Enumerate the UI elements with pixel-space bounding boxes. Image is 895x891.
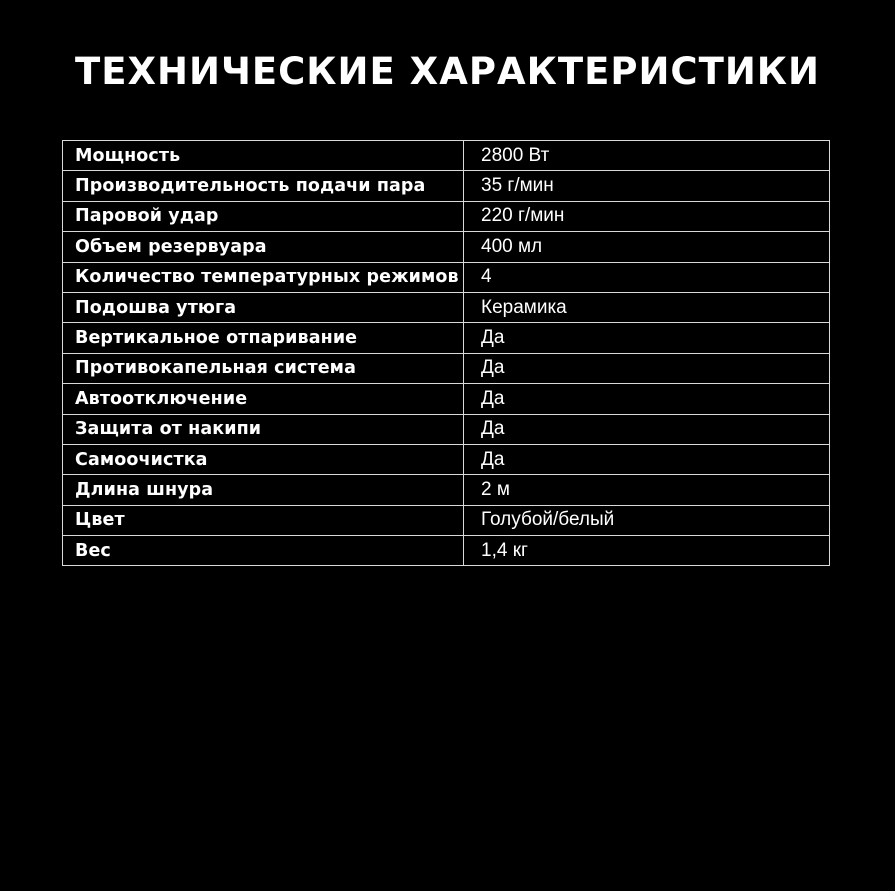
spec-value: Да [464,323,830,353]
table-row [63,201,830,231]
spec-name: Цвет [63,505,464,535]
spec-name: Вес [63,536,464,566]
table-row [63,353,830,383]
table-row [63,444,830,474]
table-row [63,232,830,262]
spec-name: Объем резервуара [63,232,464,262]
spec-value: 35 г/мин [464,171,830,201]
spec-name: Автоотключение [63,384,464,414]
spec-value: 220 г/мин [464,201,830,231]
table-row [63,171,830,201]
table-row [63,505,830,535]
spec-value: 2 м [464,475,830,505]
spec-name: Самоочистка [63,444,464,474]
table-row [63,262,830,292]
spec-name: Длина шнура [63,475,464,505]
spec-value: Да [464,353,830,383]
spec-value: Да [464,384,830,414]
spec-value: 400 мл [464,232,830,262]
table-row [63,323,830,353]
spec-name: Мощность [63,141,464,171]
spec-value: Керамика [464,292,830,322]
spec-name: Противокапельная система [63,353,464,383]
spec-value: 1,4 кг [464,536,830,566]
table-row [63,414,830,444]
table-row [63,292,830,322]
table-row [63,475,830,505]
spec-name: Защита от накипи [63,414,464,444]
spec-name: Подошва утюга [63,292,464,322]
spec-name: Вертикальное отпаривание [63,323,464,353]
spec-value: 2800 Вт [464,141,830,171]
table-row [63,536,830,566]
spec-value: 4 [464,262,830,292]
spec-name: Количество температурных режимов [63,262,464,292]
table-row [63,384,830,414]
page-title: ТЕХНИЧЕСКИЕ ХАРАКТЕРИСТИКИ [75,50,820,93]
spec-value: Да [464,414,830,444]
table-row [63,141,830,171]
spec-name: Паровой удар [63,201,464,231]
spec-value: Да [464,444,830,474]
spec-name: Производительность подачи пара [63,171,464,201]
specs-table [62,140,830,566]
spec-value: Голубой/белый [464,505,830,535]
